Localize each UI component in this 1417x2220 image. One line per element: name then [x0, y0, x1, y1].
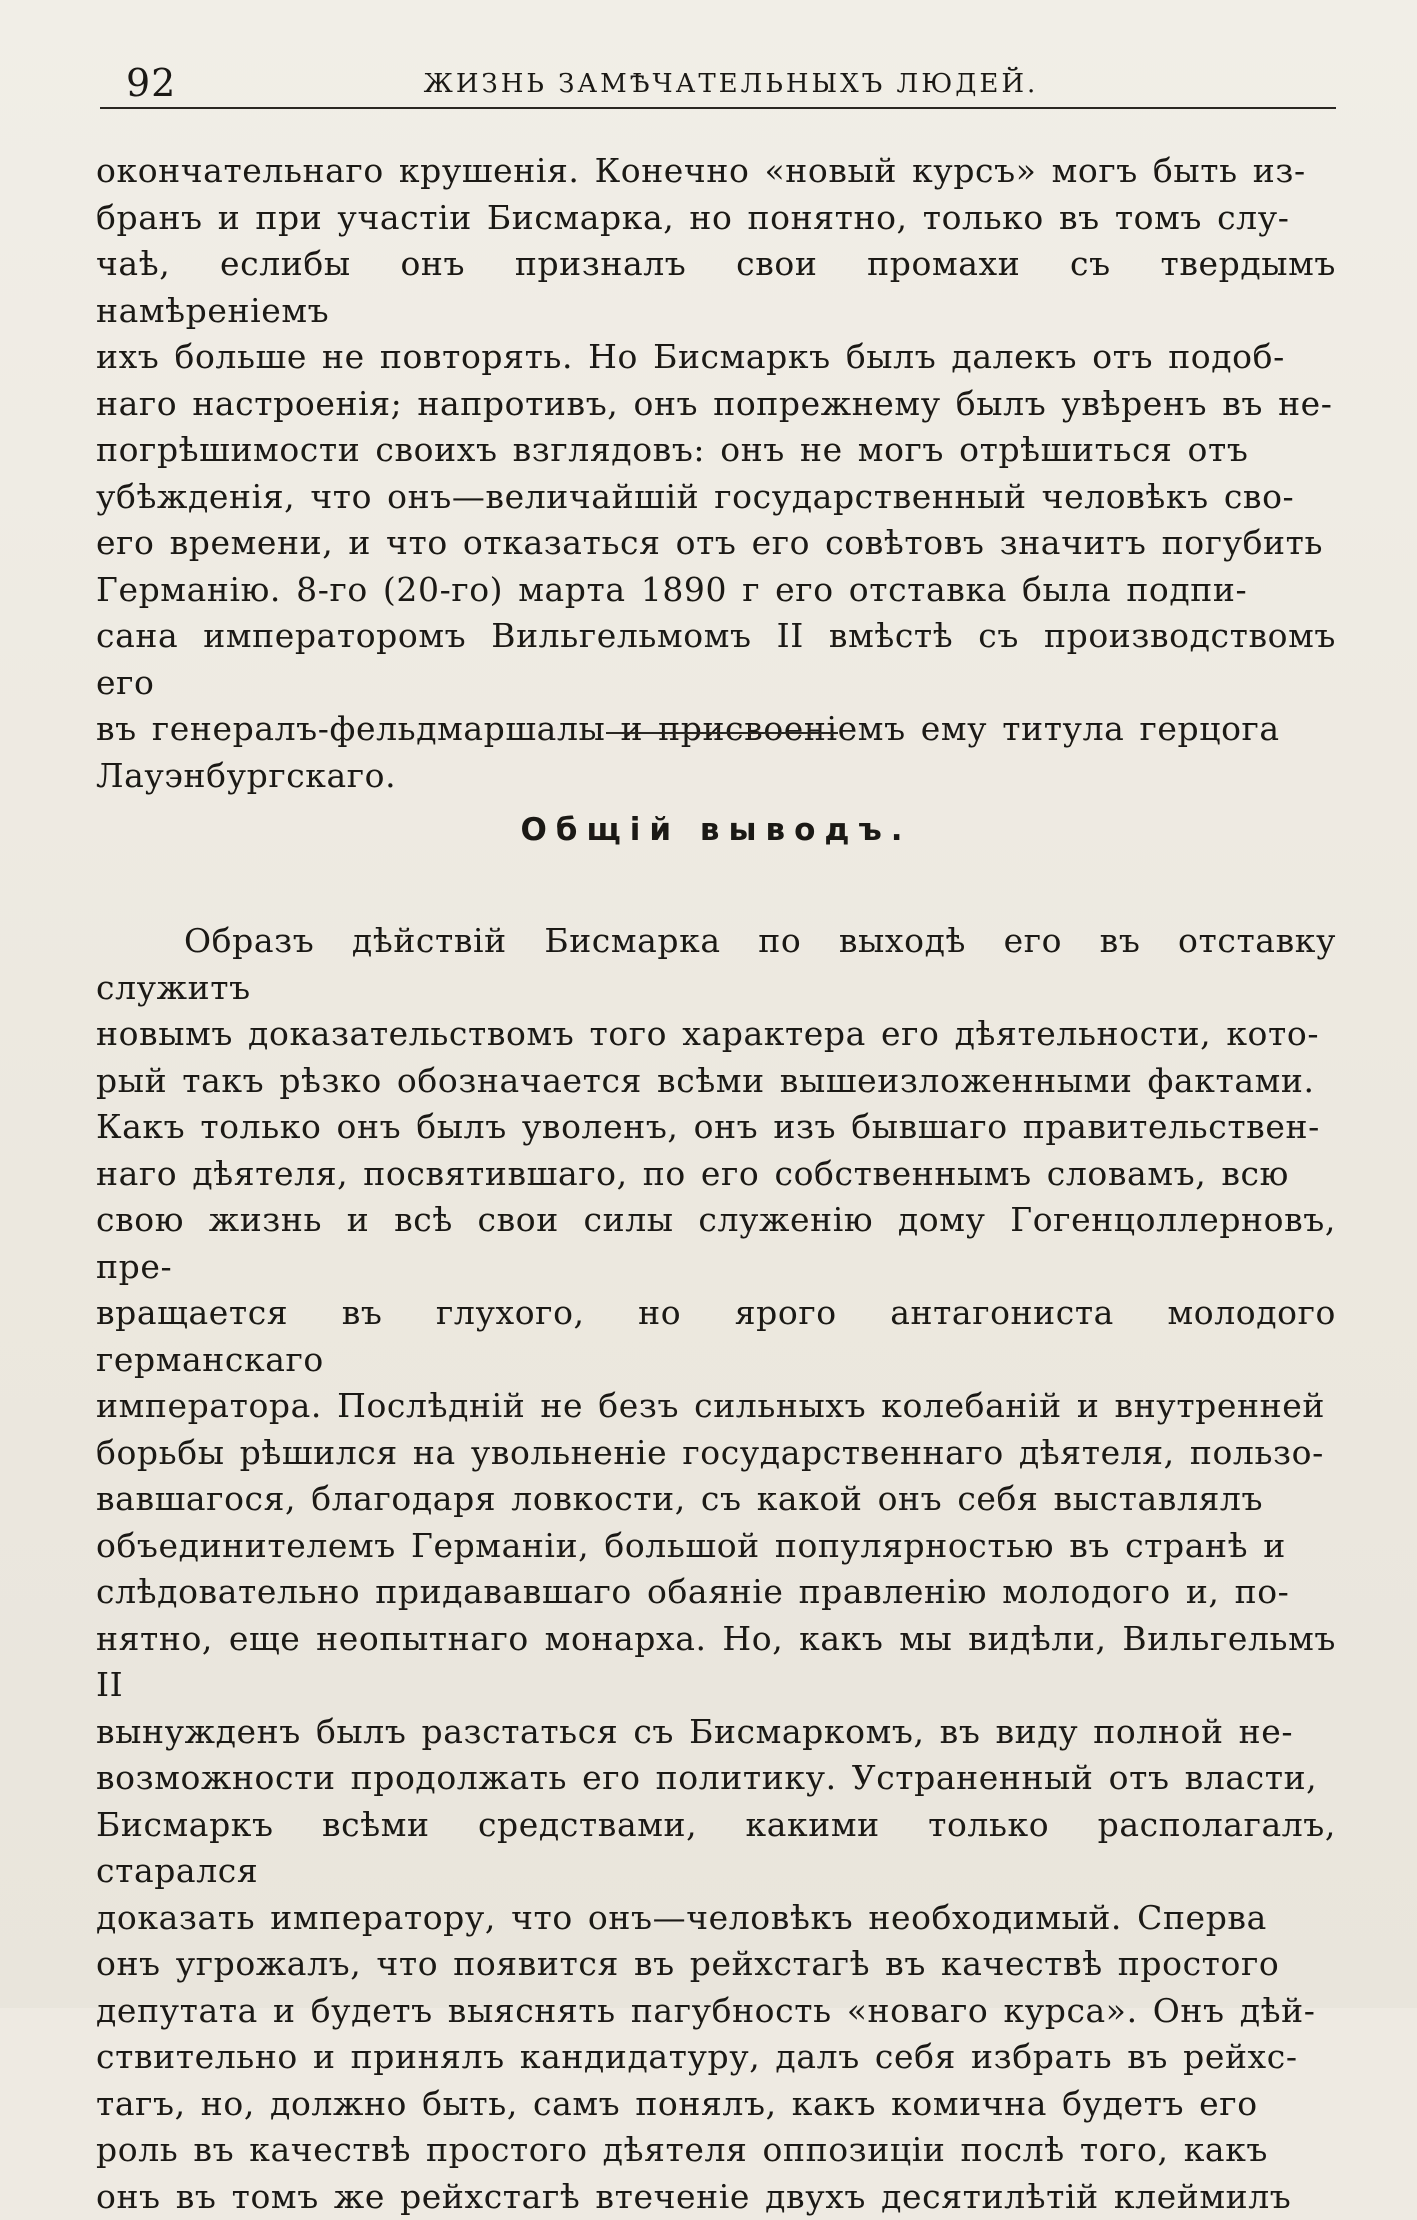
running-title: ЖИЗНЬ ЗАМѢЧАТЕЛЬНЫХЪ ЛЮДЕЙ. — [423, 69, 1039, 99]
paragraph-2: Образъ дѣйствій Бисмарка по выходѣ его въ отставку служитъ новымъ доказательствомъ того характера его дѣятельности, кото- рый такъ рѣзко обозначается всѣми вышеизложенными фактами. Какъ только онъ былъ уволенъ, онъ изъ бывшаго правительствен- наго дѣятеля, посвятившаго, по его собственнымъ словамъ, всю свою жизнь и всѣ свои силы служенію дому Гогенцоллерновъ, пре- вращается въ глухого, но ярого антагониста молодого германскаго императора. Послѣдній не безъ сильныхъ колебаній и внутренней борьбы рѣшился на увольненіе государственнаго дѣятеля, пользо- вавшагося, благодаря ловкости, съ какой онъ себя выставлялъ объединителемъ Германіи, большой популярностью въ странѣ и слѣдовательно придававшаго обаяніе правленію молодого и, по- нятно, еще неопытнаго монарха. Но, какъ мы видѣли, Вильгельмъ II вынужденъ былъ разстаться съ Бисмаркомъ, въ виду полной не- возможности продолжать его политику. Устраненный отъ власти, Бисмаркъ всѣми средствами, какими только располагалъ, старался доказать императору, что онъ—человѣкъ необходимый. Сперва онъ угрожалъ, что появится въ рейхстагѣ въ качествѣ простого депутата и будетъ выяснять пагубность «новаго курса». Онъ дѣй- ствительно и принялъ кандидатуру, далъ себя избрать въ рейхс- тагъ, но, должно быть, самъ понялъ, какъ комична будетъ его роль въ качествѣ простого дѣятеля оппозиціи послѣ того, какъ онъ въ томъ же рейхстагѣ втеченіе двухъ десятилѣтій клеймилъ — [96, 921, 1336, 2216]
section-heading: Общій выводъ. — [520, 812, 912, 848]
section-separator — [606, 732, 838, 734]
header-rule — [100, 107, 1336, 109]
page-number: 92 — [126, 61, 177, 105]
page-header — [126, 58, 1336, 108]
paragraph-1: окончательнаго крушенія. Конечно «новый курсъ» могъ быть из- бранъ и при участіи Бисмарка, но понятно, только въ томъ слу- чаѣ, еслибы онъ призналъ свои промахи съ твердымъ намѣреніемъ ихъ больше не повторять. Но Бисмаркъ былъ далекъ отъ подоб- наго настроенія; напротивъ, онъ попрежнему былъ увѣренъ въ не- погрѣшимости своихъ взглядовъ: онъ не могъ отрѣшиться отъ убѣжденія, что онъ—величайшій государственный человѣкъ сво- его времени, и что отказаться отъ его совѣтовъ значитъ погубить Германію. 8-го (20-го) марта 1890 г его отставка была подпи- сана императоромъ Вильгельмомъ II вмѣстѣ съ производствомъ его въ генералъ-фельдмаршалы и присвоеніемъ ему титула герцога Лауэнбургскаго. — [96, 151, 1336, 795]
